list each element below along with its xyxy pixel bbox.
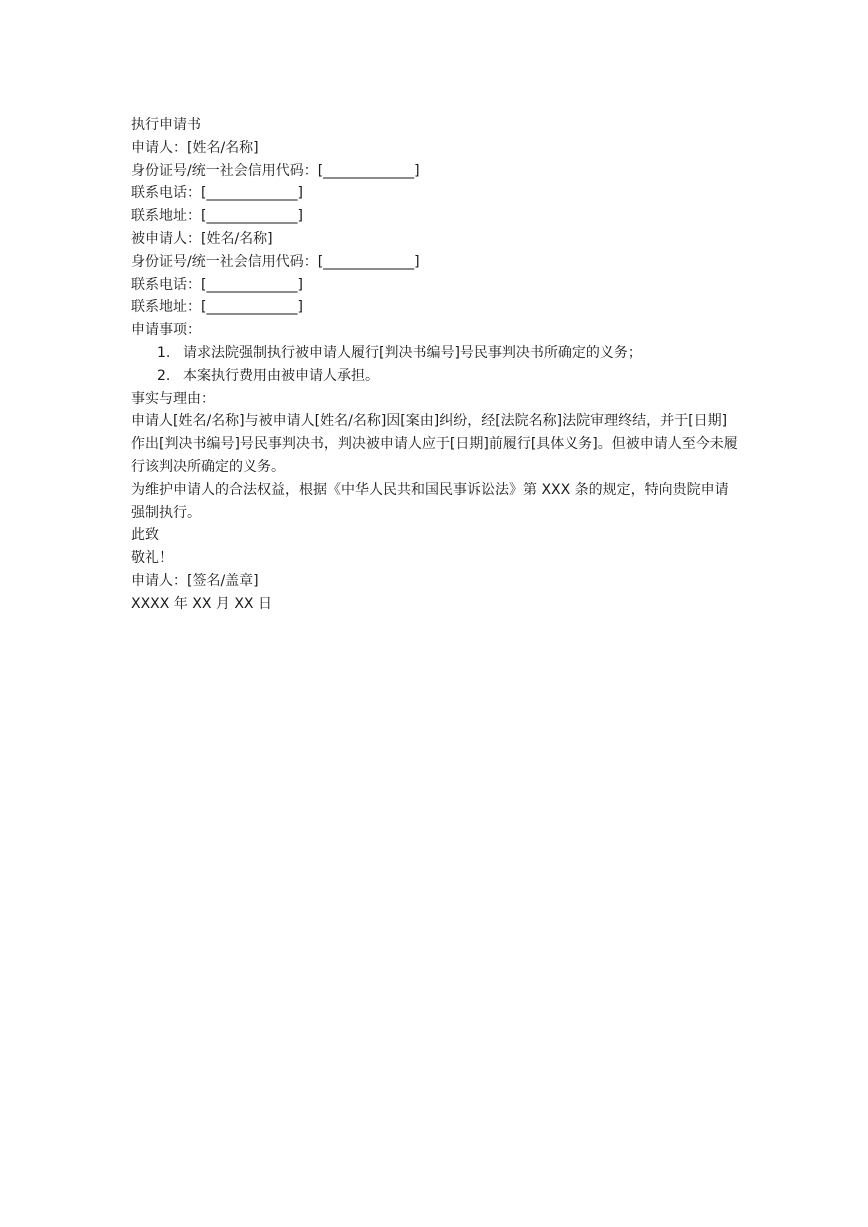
- closing-salutation: 此致: [131, 527, 159, 544]
- respondent-name: 被申请人：[姓名/名称]: [131, 230, 273, 247]
- date-line: XXXX 年 XX 月 XX 日: [131, 595, 272, 612]
- applicant-name: 申请人：[姓名/名称]: [131, 139, 259, 156]
- request-number: 1.: [157, 344, 171, 361]
- signature-line: 申请人：[签名/盖章]: [131, 572, 259, 589]
- requests-list: [131, 342, 741, 388]
- applicant-id: 身份证号/统一社会信用代码：[_____________]: [131, 162, 420, 179]
- applicant-phone: 联系电话：[_____________]: [131, 185, 303, 202]
- document-title: 执行申请书: [131, 117, 201, 133]
- respondent-phone: 联系电话：[_____________]: [131, 276, 303, 293]
- legal-basis-paragraph: 为维护申请人的合法权益，根据《中华人民共和国民事诉讼法》第 XXX 条的规定，特向贵院申请强制执行。: [131, 481, 729, 521]
- request-text: 请求法院强制执行被申请人履行[判决书编号]号民事判决书所确定的义务；: [183, 344, 642, 361]
- respondent-address: 联系地址：[_____________]: [131, 299, 303, 316]
- request-text: 本案执行费用由被申请人承担。: [183, 367, 379, 384]
- closing-regards: 敬礼！: [131, 550, 173, 567]
- requests-heading: 申请事项：: [131, 322, 201, 339]
- respondent-id: 身份证号/统一社会信用代码：[_____________]: [131, 253, 420, 270]
- request-item: [131, 365, 741, 388]
- applicant-address: 联系地址：[_____________]: [131, 208, 303, 225]
- facts-paragraph: 申请人[姓名/名称]与被申请人[姓名/名称]因[案由]纠纷，经[法院名称]法院审理终结，并于[日期]作出[判决书编号]号民事判决书，判决被申请人应于[日期]前履行[具体义务]。但被申请人至今未履行该判决所确定的义务。: [131, 413, 738, 475]
- request-item: [131, 342, 741, 365]
- request-number: 2.: [157, 367, 171, 384]
- document-page: [131, 114, 741, 616]
- facts-heading: 事实与理由：: [131, 390, 215, 407]
